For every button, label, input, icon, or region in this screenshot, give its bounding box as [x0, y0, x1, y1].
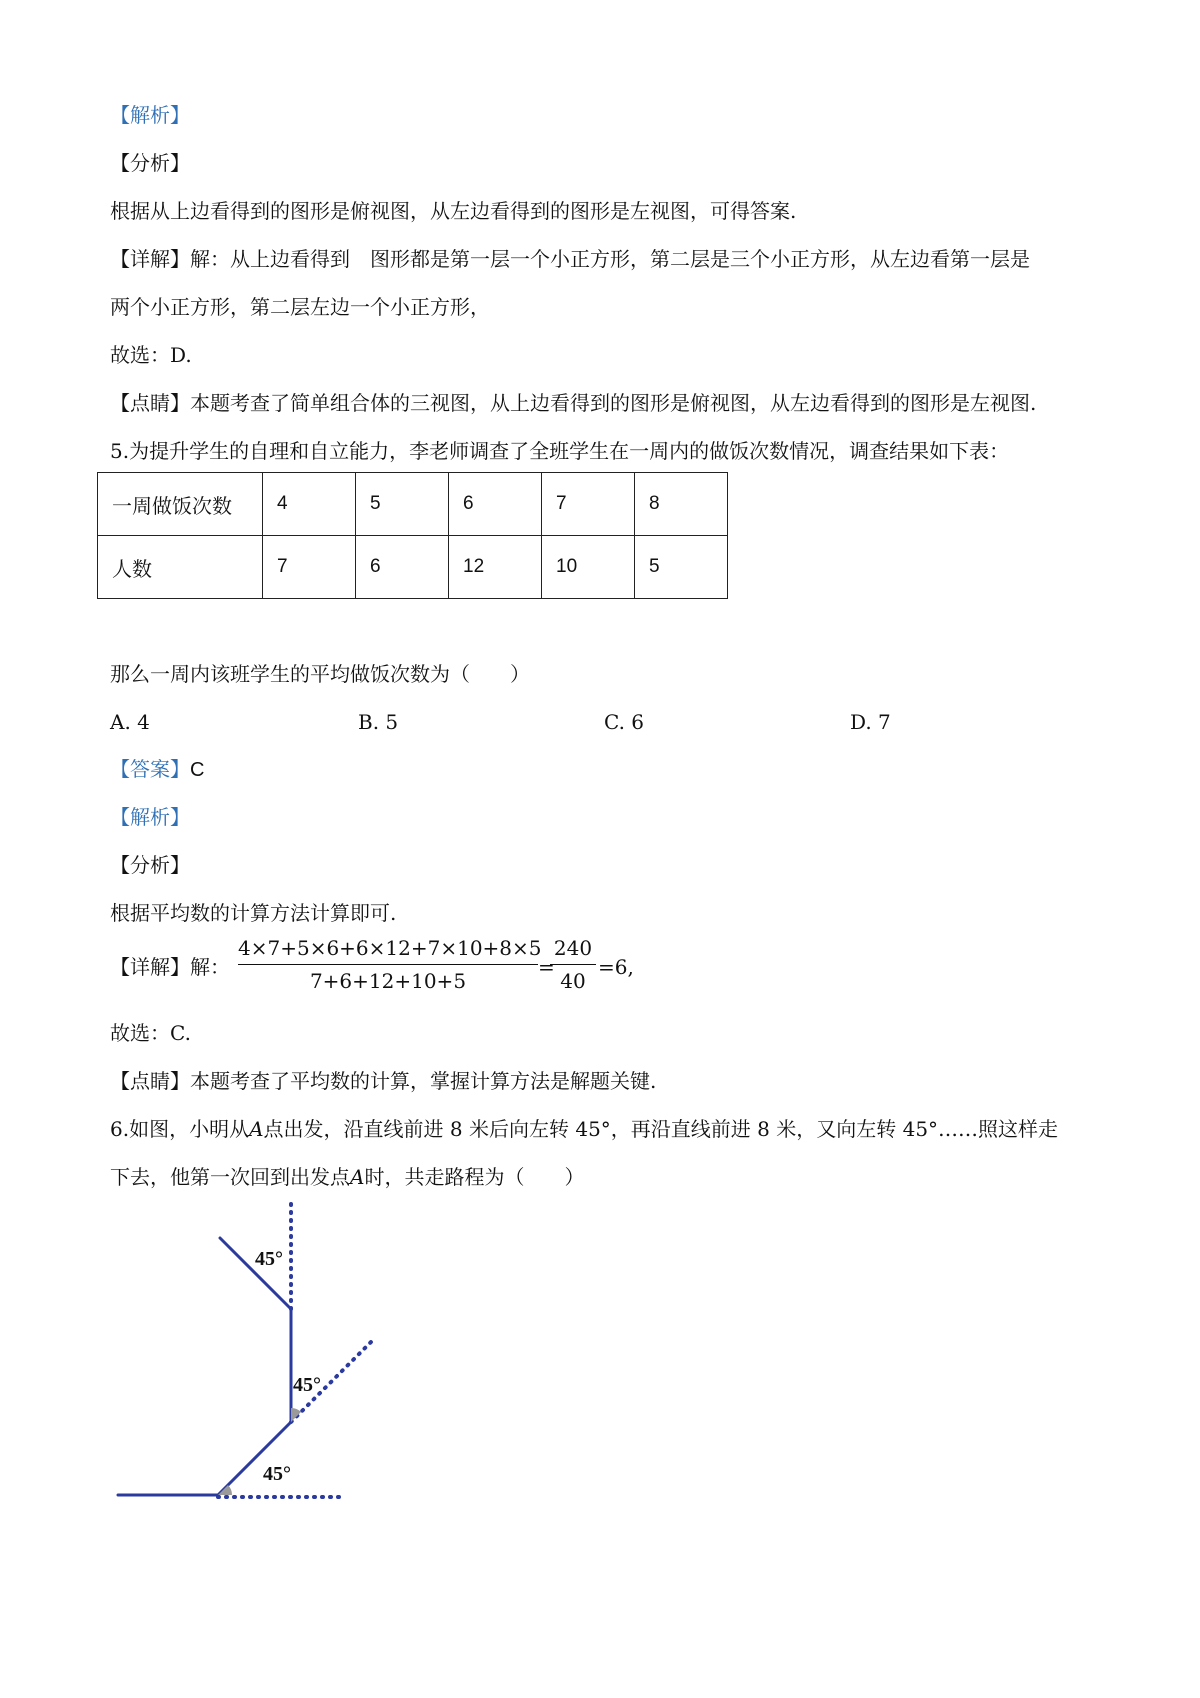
fraction-numerator: 4×7+5×6+6×12+7×10+8×5 [238, 936, 542, 960]
q5-dianjing-label: 【点睛】 [110, 1069, 190, 1093]
q5-dianjing-line [110, 1067, 656, 1095]
table-cell: 12 [449, 536, 542, 599]
table-row-header: 人数 [98, 536, 263, 599]
q5-jiexi-heading: 【解析】 [110, 805, 190, 829]
answer-label: 【答案】 [110, 757, 190, 781]
fenxi-heading: 【分析】 [110, 151, 190, 175]
fenxi-text: 根据从上边看得到的图形是俯视图，从左边看得到的图形是左视图，可得答案. [110, 199, 797, 223]
dianjing-line [110, 389, 1036, 417]
fraction-bar [238, 964, 538, 965]
option-c: C. 6 [604, 710, 645, 734]
result-fraction-bar [550, 964, 596, 965]
q6-text: 下去，他第一次回到出发点 [110, 1165, 350, 1189]
dianjing-label: 【点睛】 [110, 391, 190, 415]
q6-line1 [110, 1115, 1058, 1143]
q5-dianjing-text: 本题考查了平均数的计算，掌握计算方法是解题关键. [190, 1069, 657, 1093]
fraction-denominator: 7+6+12+10+5 [309, 969, 467, 993]
angle-marker [291, 1408, 301, 1422]
mean-fraction [238, 934, 542, 995]
point-a-label: A [350, 1165, 365, 1189]
xiangjie-text1: 解：从上边看得到 图形都是第一层一个小正方形，第二层是三个小正方形，从左边看第一层是 [190, 247, 1030, 271]
q5-xiangjie-prefix: 解： [190, 955, 230, 979]
xiangjie-line1 [110, 245, 1030, 273]
guxuan-line: 故选：D. [110, 343, 192, 367]
table-cell: 5 [635, 536, 728, 599]
table-cell: 6 [449, 473, 542, 536]
table-row [98, 473, 728, 536]
q5-xiangjie-label-line [110, 953, 230, 981]
q6-text: 时，共走路程为（ ） [364, 1165, 585, 1189]
option-b: B. 5 [358, 710, 399, 734]
angle-label: 45° [255, 1248, 283, 1270]
table-cell: 5 [356, 473, 449, 536]
table-cell: 7 [263, 536, 356, 599]
table-cell: 8 [635, 473, 728, 536]
q5-question: 5.为提升学生的自理和自立能力，李老师调查了全班学生在一周内的做饭次数情况，调查结果如下表： [110, 439, 1010, 463]
result-value: =6, [598, 955, 634, 979]
q5-prompt: 那么一周内该班学生的平均做饭次数为（ ） [110, 662, 530, 686]
table-cell: 4 [263, 473, 356, 536]
result-denominator: 40 [560, 969, 586, 993]
xiangjie-label: 【详解】 [110, 247, 190, 271]
q5-xiangjie-label: 【详解】 [110, 955, 190, 979]
angle-label: 45° [263, 1463, 291, 1485]
survey-table [97, 472, 728, 599]
q5-fenxi-heading: 【分析】 [110, 853, 190, 877]
option-a: A. 4 [110, 710, 150, 734]
answer-line [110, 755, 204, 784]
q6-line2 [110, 1163, 584, 1191]
jiexi-heading: 【解析】 [110, 103, 190, 127]
option-d: D. 7 [850, 710, 891, 734]
angle-label: 45° [293, 1374, 321, 1396]
table-row [98, 536, 728, 599]
equals-sign: = [538, 955, 555, 979]
table-cell: 6 [356, 536, 449, 599]
q6-text: 6.如图，小明从 [110, 1117, 250, 1141]
q5-guxuan: 故选：C. [110, 1021, 191, 1045]
point-a-label: A [249, 1117, 264, 1141]
result-fraction [550, 934, 596, 995]
table-row-header: 一周做饭次数 [98, 473, 263, 536]
answer-value: C [190, 759, 205, 781]
path-figure [100, 1195, 400, 1525]
q5-fenxi-text: 根据平均数的计算方法计算即可. [110, 901, 397, 925]
xiangjie-line2: 两个小正方形，第二层左边一个小正方形， [110, 295, 490, 319]
table-cell: 7 [542, 473, 635, 536]
table-cell: 10 [542, 536, 635, 599]
result-numerator: 240 [553, 936, 593, 960]
q6-text: 点出发，沿直线前进 8 米后向左转 45°，再沿直线前进 8 米，又向左转 45°……照这样走 [263, 1117, 1059, 1141]
dianjing-text: 本题考查了简单组合体的三视图，从上边看得到的图形是俯视图，从左边看得到的图形是左视图. [190, 391, 1037, 415]
